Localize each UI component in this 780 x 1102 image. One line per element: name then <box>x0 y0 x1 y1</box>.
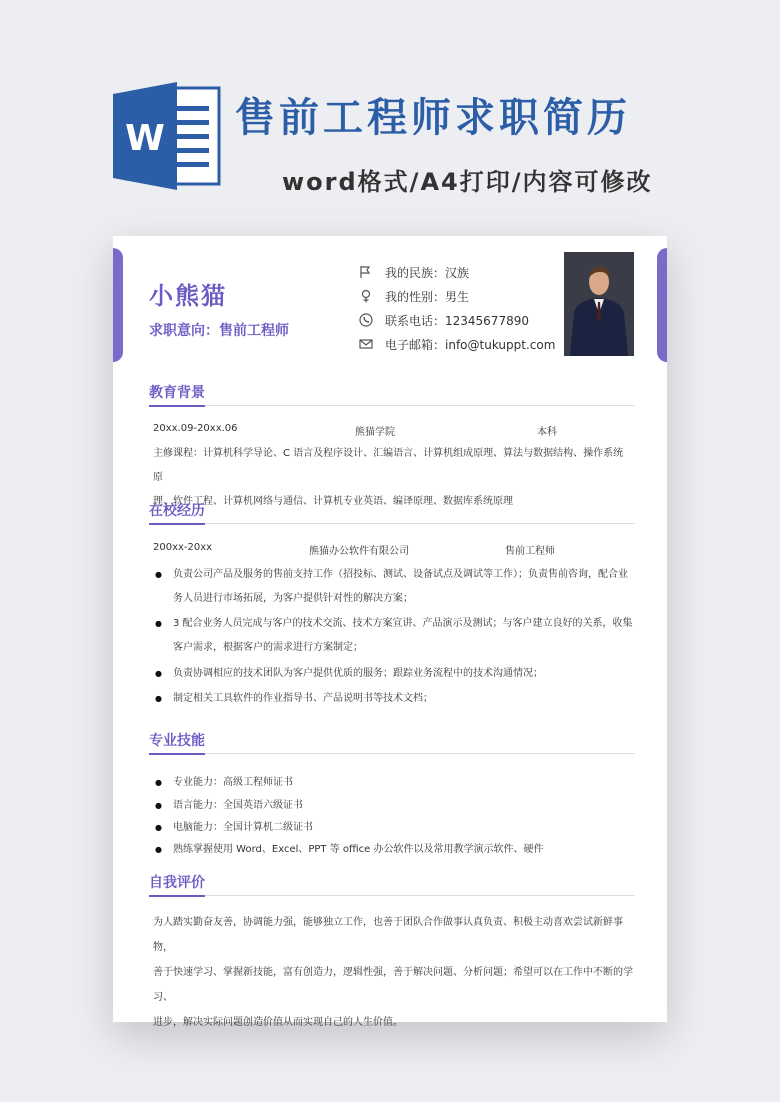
female-icon <box>359 289 373 303</box>
experience-bullet-4-line1: ● 制定相关工具软件的作业指导书、产品说明书等技术文档； <box>173 693 433 704</box>
skill-item-text: 专业能力：高级工程师证书 <box>173 777 293 788</box>
info-email <box>359 332 559 356</box>
experience-bullet-3-line1: ● 负责协调相应的技术团队为客户提供优质的服务；跟踪业务流程中的技术沟通情况； <box>173 668 543 679</box>
word-logo-letter: W <box>125 118 165 159</box>
experience-bullet-1-line2: 务人员进行市场拓展，为客户提供针对性的解决方案； <box>173 593 413 604</box>
skill-item <box>153 838 633 862</box>
education-period: 20xx.09-20xx.06 <box>153 423 238 434</box>
experience-bullet <box>153 687 633 711</box>
experience-bullet-2-line2: 客户需求，根据客户的需求进行方案制定； <box>173 642 363 653</box>
experience-bullet-2-line1: ● 3 配合业务人员完成与客户的技术交流、技术方案宣讲、产品演示及测试；与客户建立良好的关系，收集 <box>173 618 633 629</box>
job-intent: 求职意向：售前工程师 <box>149 323 289 339</box>
hero-title: 售前工程师求职简历 <box>235 95 631 141</box>
education-courses-line1: 主修课程：计算机科学导论、C 语言及程序设计、汇编语言、计算机组成原理、算法与数据结构、操作系统原 <box>153 448 624 483</box>
accent-bar-left <box>113 248 123 362</box>
word-logo-icon <box>113 80 223 192</box>
self-evaluation-line2: 善于快速学习、掌握新技能，富有创造力，逻辑性强，善于解决问题、分析问题；希望可以在工作中不断的学习、 <box>153 967 633 1003</box>
info-phone-text: 联系电话：12345677890 <box>385 313 529 328</box>
accent-bar-right <box>657 248 667 362</box>
experience-bullet-1-line1: ● 负责公司产品及服务的售前支持工作（招投标、测试、设备试点及调试等工作）；负责售前咨询，配合业 <box>173 569 628 580</box>
contact-info <box>359 260 559 356</box>
mail-icon <box>359 337 373 351</box>
section-experience-title: 在校经历 <box>149 500 205 525</box>
experience-bullet <box>153 563 633 611</box>
education-degree: 本科 <box>537 427 557 438</box>
self-evaluation-line1: 为人踏实勤奋友善，协调能力强，能够独立工作，也善于团队合作做事认真负责、积极主动喜欢尝试新鲜事物， <box>153 917 623 953</box>
education-school: 熊猫学院 <box>355 427 395 438</box>
info-ethnicity <box>359 260 559 284</box>
experience-period: 200xx-20xx <box>153 542 213 553</box>
section-skills-heading <box>149 730 635 754</box>
section-education-title: 教育背景 <box>149 382 205 407</box>
skill-item-text: 电脑能力：全国计算机二级证书 <box>173 822 313 833</box>
experience-bullet <box>153 612 633 660</box>
experience-role: 售前工程师 <box>505 546 555 557</box>
hero-banner <box>0 0 780 230</box>
section-education-heading <box>149 382 635 406</box>
flag-icon <box>359 265 373 279</box>
self-evaluation <box>153 910 633 1035</box>
candidate-name: 小熊猫 <box>149 282 227 310</box>
education-courses-line2: 理、软件工程、计算机网络与通信、计算机专业英语、编译原理、数据库系统原理 <box>153 496 513 507</box>
resume-page <box>113 236 667 1028</box>
skill-item-text: 语言能力：全国英语六级证书 <box>173 800 303 811</box>
skill-item <box>153 771 633 795</box>
experience-bullet <box>153 662 633 686</box>
skill-item <box>153 816 633 840</box>
info-gender-text: 我的性别：男生 <box>385 289 470 304</box>
profile-photo <box>564 252 634 356</box>
section-experience-heading <box>149 500 635 524</box>
info-phone <box>359 308 559 332</box>
info-ethnicity-text: 我的民族：汉族 <box>385 265 470 280</box>
self-evaluation-line3: 进步，解决实际问题创造价值从而实现自己的人生价值。 <box>153 1017 403 1028</box>
hero-subtitle: word格式/A4打印/内容可修改 <box>282 168 653 196</box>
section-skills-title: 专业技能 <box>149 730 205 755</box>
skill-item <box>153 794 633 818</box>
experience-company: 熊猫办公软件有限公司 <box>309 546 409 557</box>
info-email-text: 电子邮箱：info@tukuppt.com <box>385 337 556 352</box>
skill-item-text: 熟练掌握使用 Word、Excel、PPT 等 office 办公软件以及常用教学演示软件、硬件 <box>173 844 544 855</box>
phone-icon <box>359 313 373 327</box>
section-self-heading <box>149 872 635 896</box>
person-photo-icon <box>564 252 634 356</box>
section-self-title: 自我评价 <box>149 872 205 897</box>
info-gender <box>359 284 559 308</box>
